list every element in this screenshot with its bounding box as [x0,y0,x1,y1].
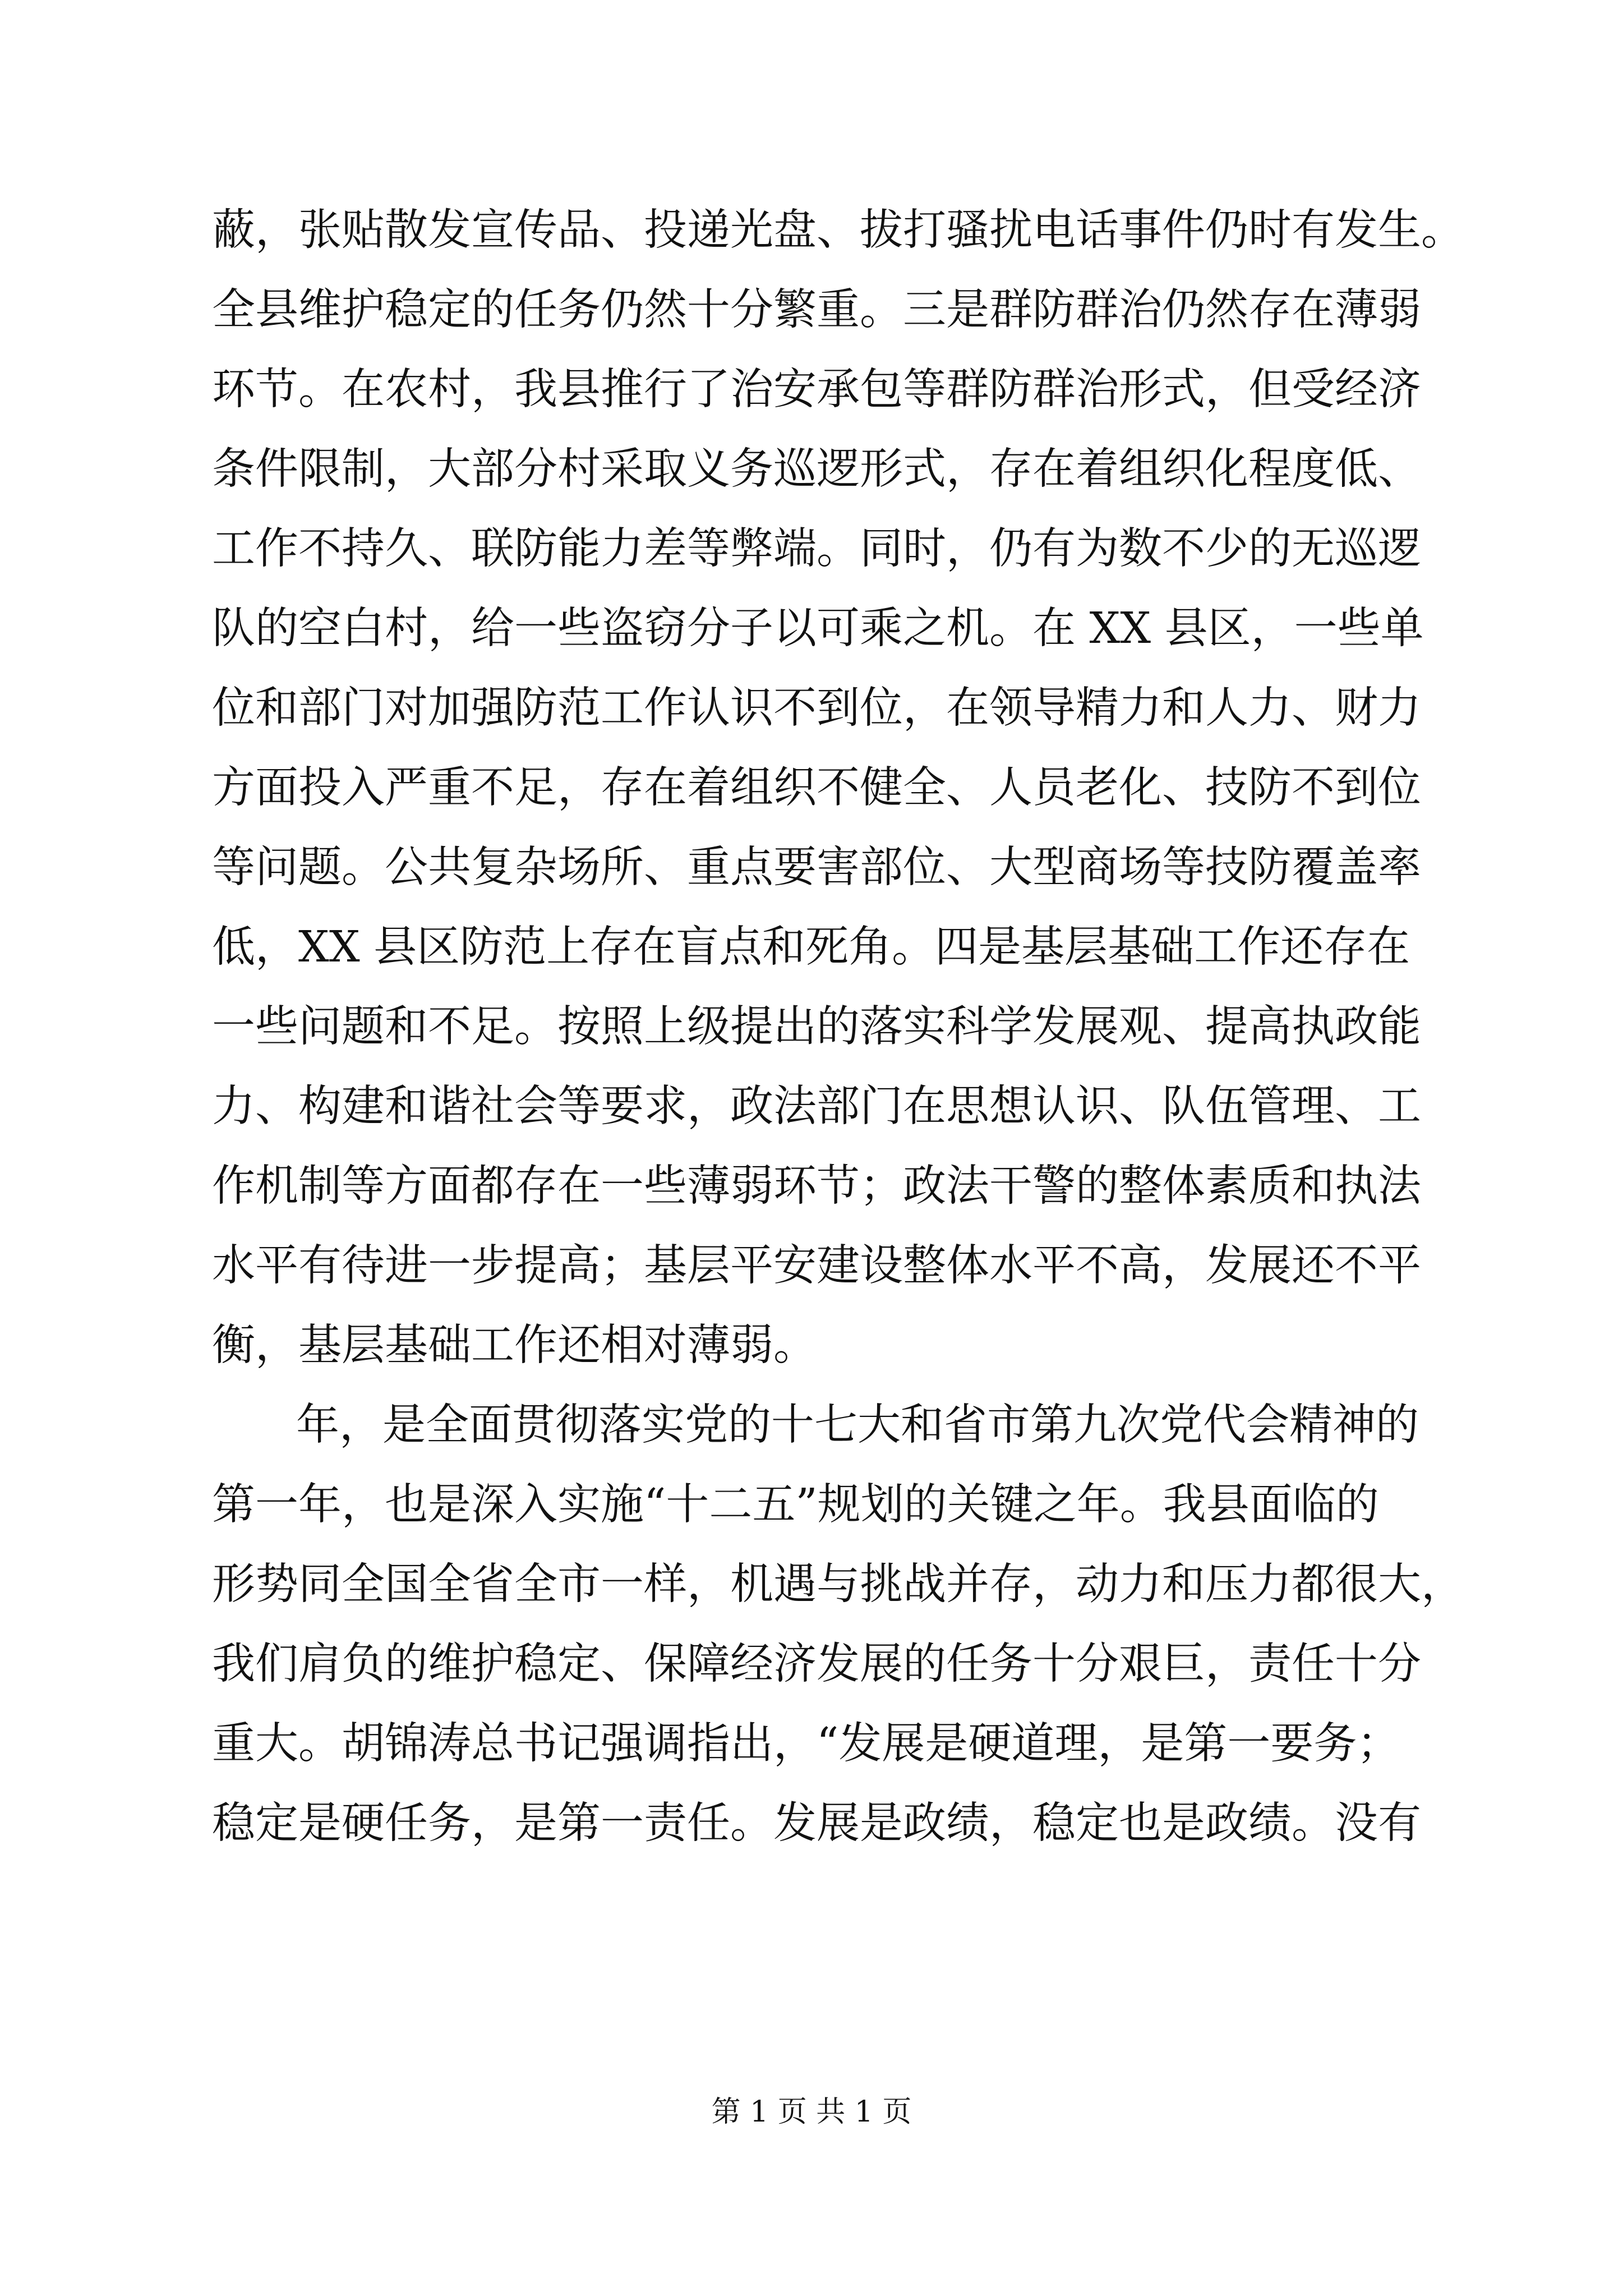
paragraph-1 [212,191,1464,1386]
paragraph-2 [212,1386,1464,1864]
text-line: 一些问题和不足。按照上级提出的落实科学发展观、提高执政能 [212,1002,1421,1052]
text-line: 位和部门对加强防范工作认识不到位，在领导精力和人力、财力 [212,683,1421,733]
text-line: 衡，基层基础工作还相对薄弱。 [212,1320,817,1370]
text-line: 等问题。公共复杂场所、重点要害部位、大型商场等技防覆盖率 [212,843,1421,892]
text-line: 全县维护稳定的任务仍然十分繁重。三是群防群治仍然存在薄弱 [212,285,1421,335]
text-line: 工作不持久、联防能力差等弊端。同时，仍有为数不少的无巡逻 [212,524,1421,574]
text-line: 方面投入严重不足，存在着组织不健全、人员老化、技防不到位 [212,763,1421,813]
text-line: 队的空白村，给一些盗窃分子以可乘之机。在 XX 县区，一些单 [212,604,1424,654]
text-line: 力、构建和谐社会等要求，政法部门在思想认识、队伍管理、工 [212,1082,1421,1131]
text-line: 条件限制，大部分村采取义务巡逻形式，存在着组织化程度低、 [212,444,1421,494]
text-line: 第一年，也是深入实施“十二五”规划的关键之年。我县面临的 [212,1480,1379,1530]
text-line: 重大。胡锦涛总书记强调指出，“发展是硬道理，是第一要务； [212,1719,1400,1769]
page-footer: 第 1 页 共 1 页 [711,2095,912,2129]
text-line: 蔽，张贴散发宣传品、投递光盘、拔打骚扰电话事件仍时有发生。 [212,205,1464,255]
text-line: 我们肩负的维护稳定、保障经济发展的任务十分艰巨，责任十分 [212,1639,1421,1689]
text-line: 环节。在农村，我县推行了治安承包等群防群治形式，但受经济 [212,365,1421,415]
text-line: 低，XX 县区防范上存在盲点和死角。四是基层基础工作还存在 [212,922,1410,972]
document-body [212,191,1464,1864]
text-line: 稳定是硬任务，是第一责任。发展是政绩，稳定也是政绩。没有 [212,1798,1421,1848]
text-line: 水平有待进一步提高；基层平安建设整体水平不高，发展还不平 [212,1241,1421,1291]
text-line: 作机制等方面都存在一些薄弱环节；政法干警的整体素质和执法 [212,1161,1421,1211]
text-line: 形势同全国全省全市一样，机遇与挑战并存，动力和压力都很大， [212,1559,1464,1609]
text-line: 年，是全面贯彻落实党的十七大和省市第九次党代会精神的 [296,1400,1419,1450]
